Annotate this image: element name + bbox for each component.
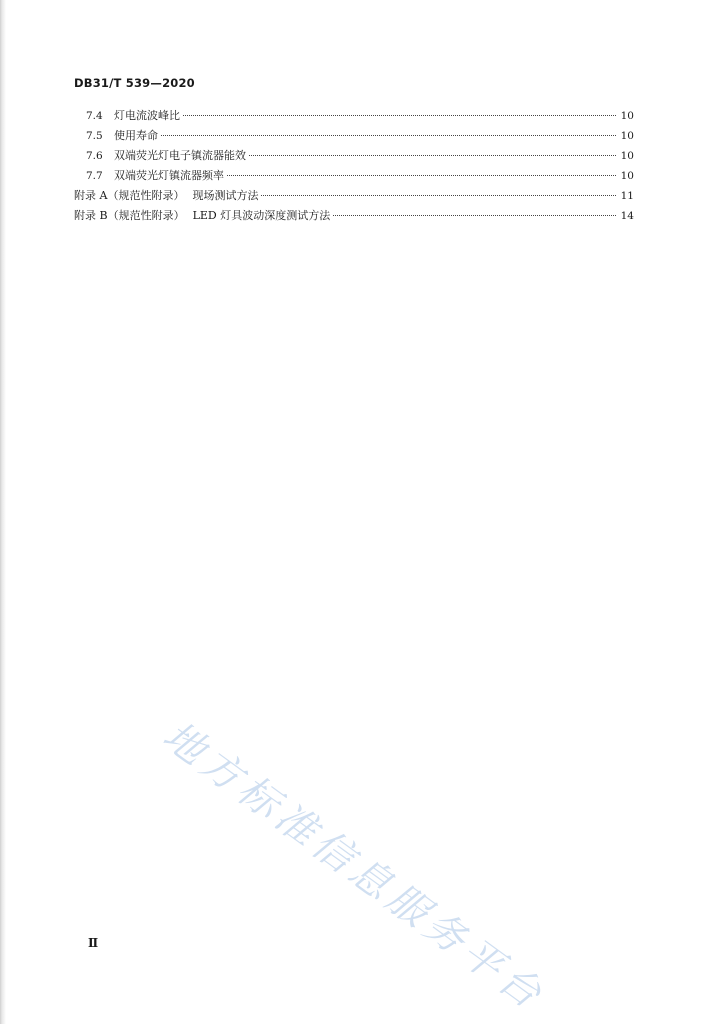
toc-appendix-entry[interactable]: [74, 206, 634, 226]
toc-leader-dots: [161, 135, 616, 136]
toc-entry-number: 7.5: [86, 130, 103, 142]
toc-entry-title: 双端荧光灯镇流器频率: [114, 169, 224, 182]
toc-entry-number: 7.4: [86, 110, 103, 122]
toc-entry[interactable]: [74, 126, 634, 146]
toc-entry-page: 10: [620, 130, 634, 142]
toc-entry[interactable]: [74, 166, 634, 186]
toc-entry-page: 10: [620, 170, 634, 182]
scan-edge-shadow: [0, 0, 6, 1024]
toc-entry[interactable]: [74, 146, 634, 166]
appendix-label: 附录 B（规范性附录）: [74, 209, 185, 222]
toc-entry-title: 双端荧光灯电子镇流器能效: [114, 149, 246, 162]
toc-leader-dots: [183, 115, 616, 116]
toc-entry-title: 使用寿命: [114, 129, 158, 142]
toc-entry-title: 灯电流波峰比: [114, 109, 180, 122]
toc-leader-dots: [261, 195, 616, 196]
table-of-contents: [74, 106, 634, 226]
toc-leader-dots: [249, 155, 616, 156]
appendix-label: 附录 A（规范性附录）: [74, 189, 185, 202]
toc-entry-page: 10: [620, 110, 634, 122]
appendix-title: 现场测试方法: [192, 189, 259, 202]
toc-leader-dots: [227, 175, 616, 176]
toc-appendix-entry[interactable]: [74, 186, 634, 206]
watermark-text: 地方标准信息服务平台: [154, 712, 554, 1021]
toc-entry-page: 10: [620, 150, 634, 162]
appendix-title: LED 灯具波动深度测试方法: [192, 209, 331, 222]
toc-entry[interactable]: [74, 106, 634, 126]
page-number: Ⅱ: [88, 936, 99, 950]
toc-entry-number: 7.6: [86, 150, 103, 162]
appendix-page: 14: [620, 210, 634, 222]
toc-entry-number: 7.7: [86, 170, 103, 182]
document-code: DB31/T 539—2020: [74, 76, 195, 90]
toc-leader-dots: [333, 215, 616, 216]
appendix-page: 11: [620, 190, 634, 202]
